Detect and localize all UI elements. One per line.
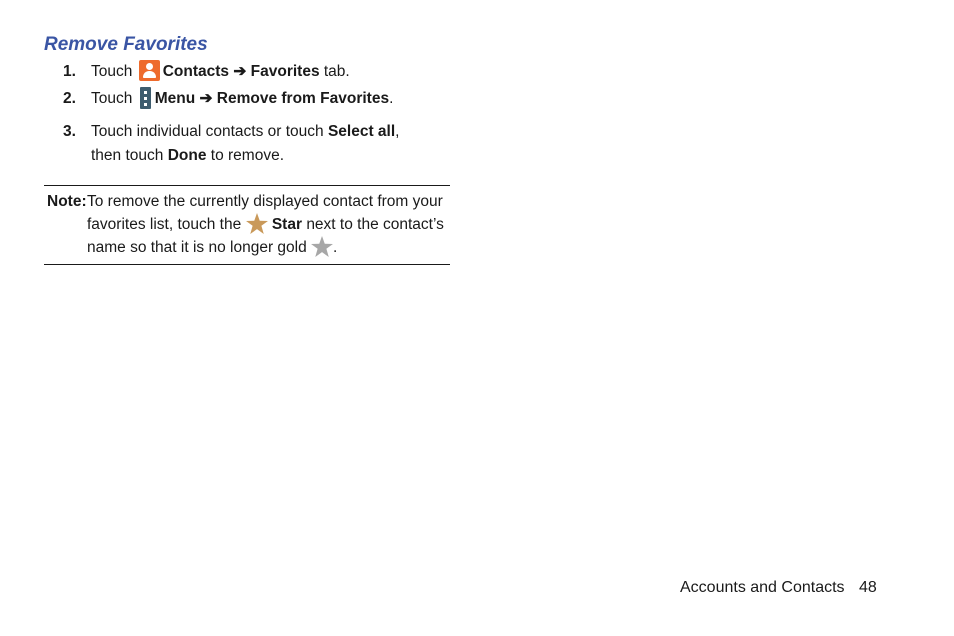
- note-text-part: To remove the currently displayed contact from your favorites list, touch the: [87, 193, 443, 233]
- step-text: Touch: [91, 90, 133, 107]
- step-3: [44, 120, 421, 168]
- arrow-glyph: ➔: [199, 90, 213, 107]
- star-gold-icon: [246, 213, 268, 234]
- favorites-label: Favorites: [250, 63, 320, 80]
- star-label: Star: [271, 216, 302, 233]
- menu-label: Menu: [154, 90, 196, 107]
- section-heading: Remove Favorites: [44, 34, 208, 55]
- note-text: [87, 191, 447, 259]
- note-label: Note:: [47, 193, 87, 210]
- menu-icon: [140, 87, 151, 109]
- remove-from-favorites-label: Remove from Favorites: [216, 90, 390, 107]
- contacts-icon: [139, 60, 160, 81]
- note-box: [44, 185, 450, 265]
- note-text-part: .: [333, 239, 338, 256]
- done-label: Done: [167, 147, 207, 164]
- star-gray-icon: [311, 236, 333, 257]
- step-text: Touch individual contacts or touch: [91, 123, 324, 140]
- step-text: tab.: [323, 63, 350, 80]
- step-text: to remove.: [210, 147, 285, 164]
- note-text-part: next to the contact’s name so that it is no longer gold: [87, 216, 444, 256]
- contacts-label: Contacts: [162, 63, 230, 80]
- step-1: [44, 60, 350, 84]
- footer-section-title: Accounts and Contacts: [680, 579, 845, 596]
- page-number: 48: [859, 579, 877, 596]
- step-number: 1.: [63, 63, 76, 80]
- step-number: 3.: [63, 123, 76, 140]
- step-number: 2.: [63, 90, 76, 107]
- step-2: [44, 87, 393, 111]
- step-text: .: [389, 90, 394, 107]
- arrow-glyph: ➔: [233, 63, 247, 80]
- step-text: Touch: [91, 63, 133, 80]
- step-text: , then touch: [91, 123, 400, 164]
- select-all-label: Select all: [327, 123, 396, 140]
